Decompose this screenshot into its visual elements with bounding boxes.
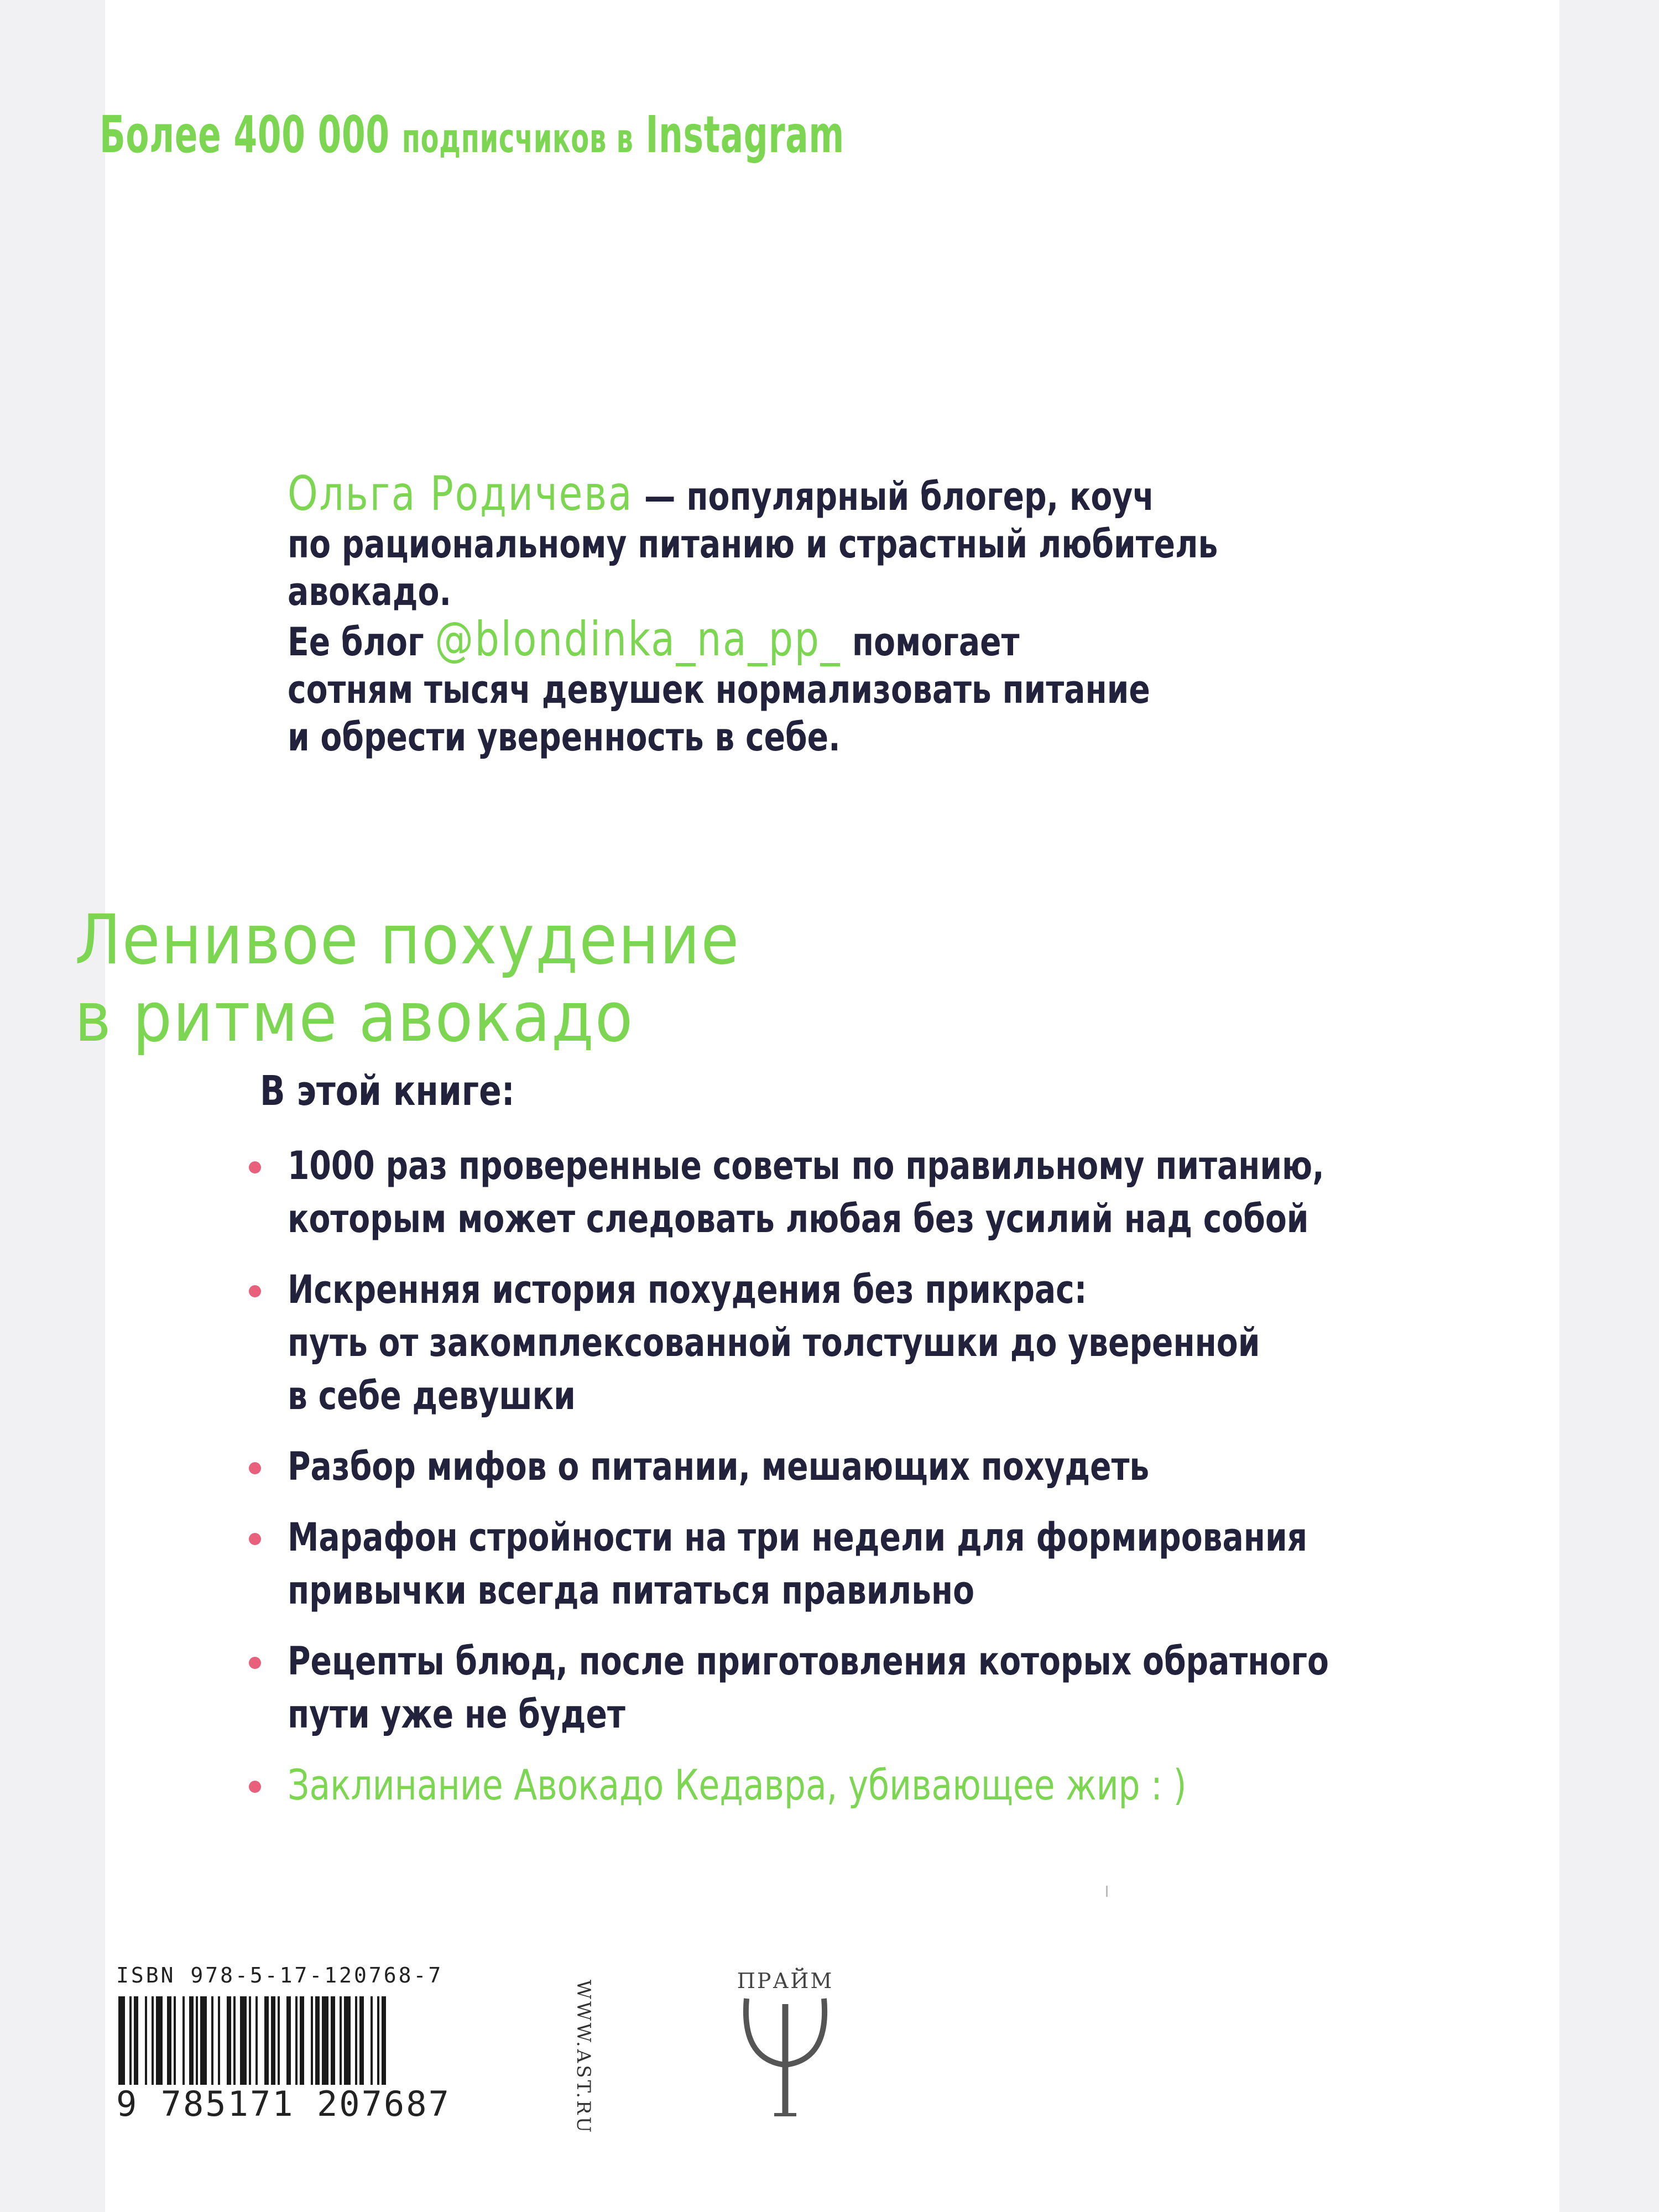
bullet-dot-icon bbox=[249, 1657, 261, 1669]
psi-logo-icon bbox=[730, 1993, 841, 2120]
bullet-dot-icon bbox=[249, 1533, 261, 1545]
book-title-line-1: Ленивое похудение bbox=[75, 900, 740, 980]
in-book-heading: В этой книге: bbox=[260, 1067, 515, 1115]
bio-line-5: сотням тысяч девушек нормализовать питание bbox=[288, 667, 1150, 712]
website-label: WWW.AST.RU bbox=[572, 1980, 594, 2135]
isbn-label: ISBN 978-5-17-120768-7 bbox=[116, 1963, 444, 1987]
publisher-logo bbox=[719, 1969, 852, 2122]
barcode-digits: 9 785171 207687 bbox=[116, 2084, 451, 2124]
list-item: Марафон стройности на три недели для формирования привычки всегда питаться правильно bbox=[249, 1511, 1521, 1617]
bio-line-1: Ольга Родичева — популярный блогер, коуч bbox=[288, 466, 1155, 521]
author-name: Ольга Родичева bbox=[288, 466, 634, 521]
list-item: Искренняя история похудения без прикрас: путь от закомплексованной толстушки до уверенной в себе девушки bbox=[249, 1263, 1521, 1422]
print-mark bbox=[1106, 1886, 1108, 1897]
book-title-line-2: в ритме авокадо bbox=[75, 978, 634, 1057]
bullet-dot-icon bbox=[249, 1161, 261, 1173]
bio-line-3: авокадо. bbox=[288, 569, 452, 614]
list-item: 1000 раз проверенные советы по правильному питанию, которым может следовать любая без усилий над собой bbox=[249, 1139, 1521, 1245]
list-item-final: Заклинание Авокадо Кедавра, убивающее жир : ) bbox=[249, 1759, 1521, 1812]
subscribers-word: подписчиков в bbox=[401, 115, 634, 161]
bullet-dot-icon bbox=[249, 1462, 261, 1474]
instagram-label: Instagram bbox=[645, 105, 844, 164]
bio-line-2: по рациональному питанию и страстный любитель bbox=[288, 521, 1218, 567]
publisher-name: ПРАЙМ bbox=[737, 1969, 834, 1993]
list-item: Рецепты блюд, после приготовления которых обратного пути уже не будет bbox=[249, 1635, 1521, 1741]
list-item: Разбор мифов о питании, мешающих похудеть bbox=[249, 1440, 1521, 1493]
author-bio bbox=[288, 466, 1449, 761]
bullet-dot-icon bbox=[249, 1285, 261, 1297]
bio-line-6: и обрести уверенность в себе. bbox=[288, 714, 841, 760]
book-title bbox=[75, 901, 740, 1056]
feature-list bbox=[249, 1139, 1521, 1829]
subscribers-headline bbox=[100, 105, 844, 164]
subscribers-count: Более 400 000 bbox=[100, 105, 390, 164]
bio-line-4: Ее блог @blondinka_na_pp_ помогает bbox=[288, 612, 1020, 667]
blog-handle: @blondinka_na_pp_ bbox=[435, 612, 842, 667]
bullet-dot-icon bbox=[249, 1781, 261, 1793]
